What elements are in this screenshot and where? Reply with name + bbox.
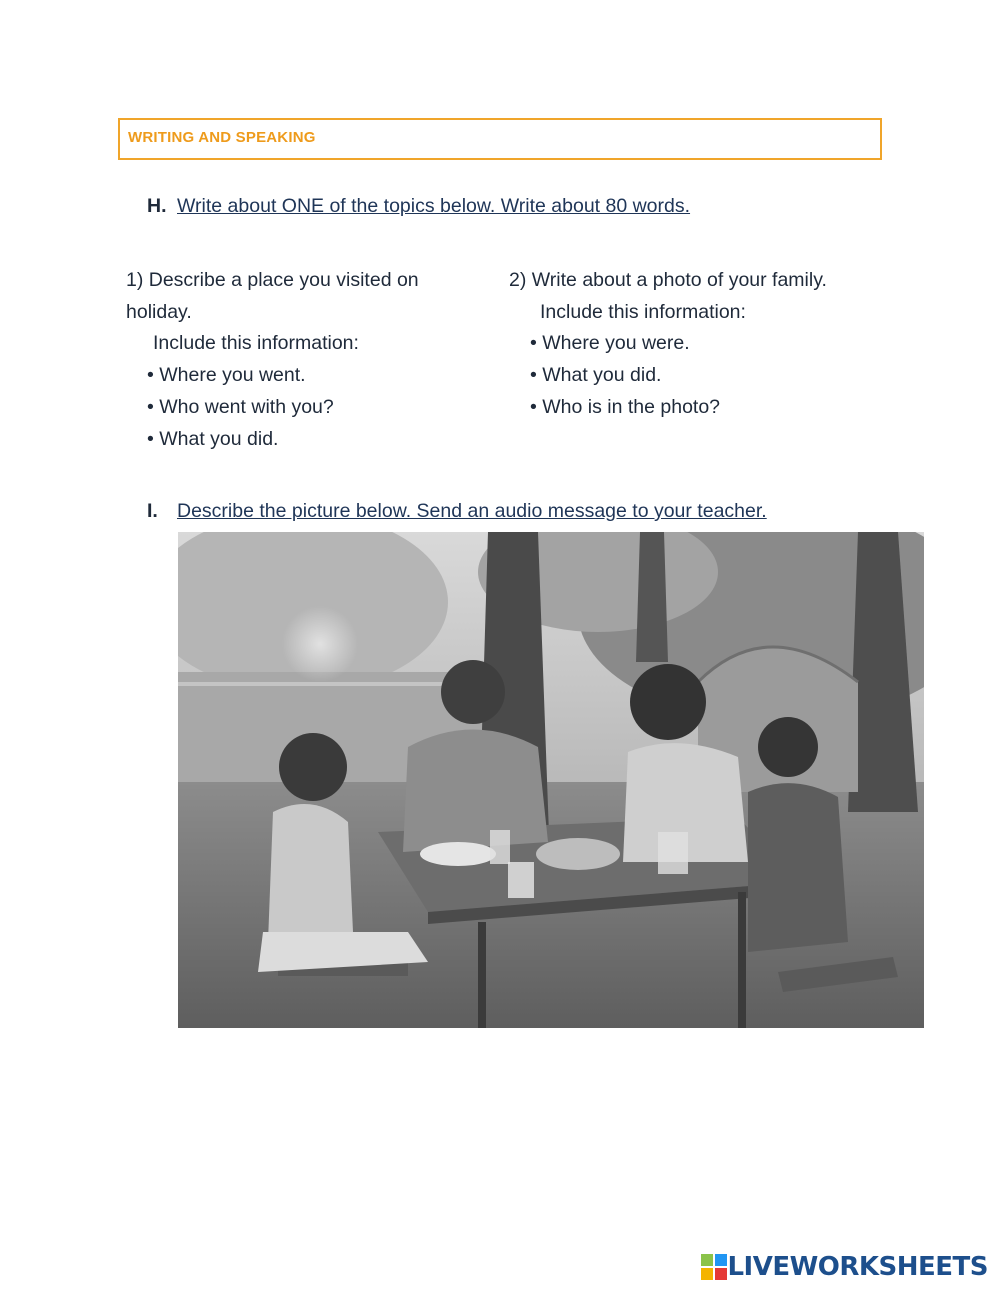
liveworksheets-logo-icon [701,1254,727,1280]
task-i [147,500,767,523]
liveworksheets-logo[interactable] [701,1252,988,1282]
section-header-box [118,118,882,160]
topic-2 [509,265,827,424]
topic-1-bullet: • Who went with you? [147,395,334,418]
topic-2-bullet: • Who is in the photo? [530,395,721,418]
topic-1-line: Include this information: [153,332,359,355]
topic-2-line: 2) Write about a photo of your family. [509,269,827,291]
task-h [147,195,690,218]
topic-1-bullet: • Where you went. [147,364,306,387]
topic-2-line: Include this information: [540,300,746,323]
photo-illustration [178,532,924,1028]
task-h-instruction: Write about ONE of the topics below. Write about 80 words. [177,195,691,217]
logo-text: LIVEWORKSHEETS [727,1252,988,1282]
topic-1-line: holiday. [126,300,192,323]
topic-2-bullet: • What you did. [530,364,662,387]
topic-1-line: 1) Describe a place you visited on [126,269,419,291]
topic-1-bullet: • What you did. [147,427,279,450]
task-i-instruction: Describe the picture below. Send an audio message to your teacher. [177,500,767,522]
topic-1 [126,265,419,455]
task-h-letter: H. [147,195,167,217]
topic-2-bullet: • Where you were. [530,332,690,355]
family-picnic-photo [178,532,924,1028]
task-i-letter: I. [147,500,158,522]
section-title: WRITING AND SPEAKING [128,129,316,146]
